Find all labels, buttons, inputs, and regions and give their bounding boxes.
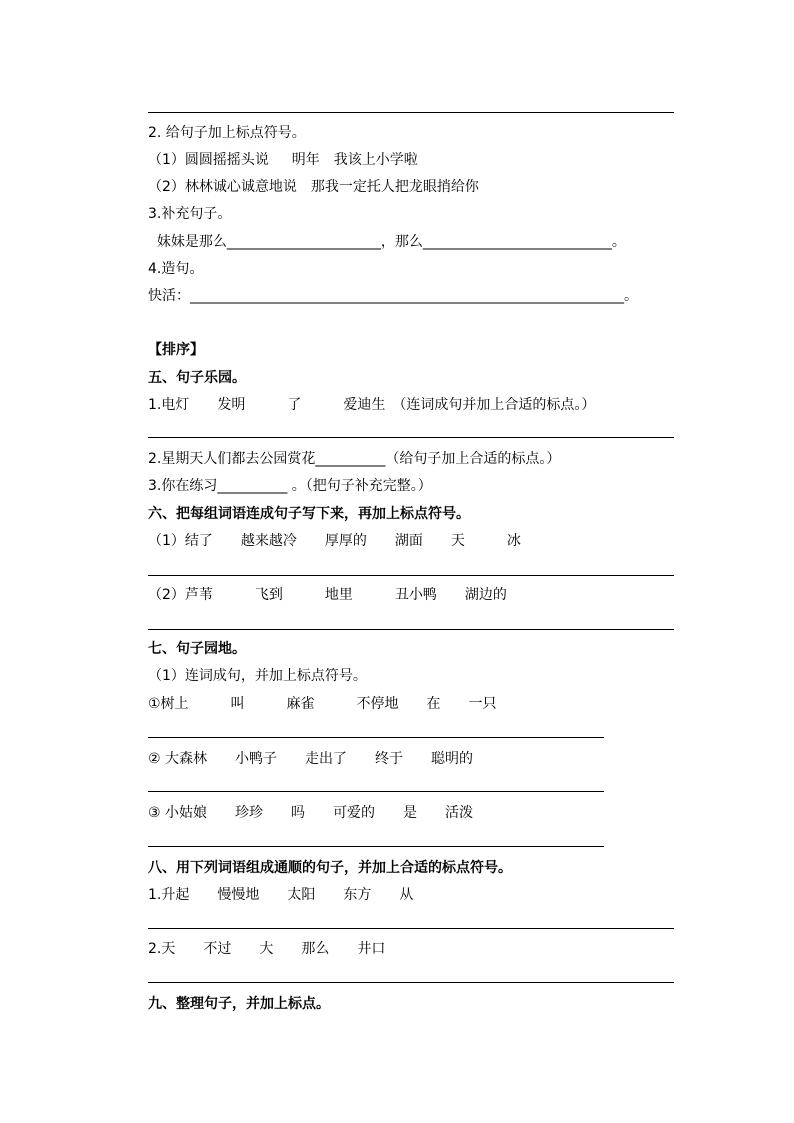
section-8-item-2: 2.天 不过 大 那么 井口 <box>148 941 386 957</box>
section-7-item-3: ③ 小姑娘 珍珍 吗 可爱的 是 活泼 <box>148 805 473 821</box>
section-6-item-1: （1）结了 越来越冷 厚厚的 湖面 天 冰 <box>148 533 521 549</box>
section-7-item-1: ①树上 叫 麻雀 不停地 在 一只 <box>148 696 497 712</box>
section-6-item-2: （2）芦苇 飞到 地里 丑小鸭 湖边的 <box>148 587 507 603</box>
section-5-heading: 五、句子乐园。 <box>148 370 246 386</box>
question-3-sentence <box>148 233 626 251</box>
word-label: 快活： <box>148 288 190 304</box>
answer-line <box>148 982 674 983</box>
answer-line <box>148 737 604 738</box>
answer-line <box>148 437 674 438</box>
question-4-title: 4.造句。 <box>148 261 204 277</box>
section-5-item-3 <box>148 477 432 495</box>
answer-line <box>148 575 674 576</box>
sentence-part: 3.你在练习 <box>148 478 218 494</box>
question-2-item-1: （1）圆圆摇摇头说 明年 我该上小学啦 <box>148 152 418 168</box>
section-5-item-2 <box>148 450 560 468</box>
section-5-item-1: 1.电灯 发明 了 爱迪生 （连词成句并加上合适的标点。） <box>148 397 596 413</box>
section-8-heading: 八、用下列词语组成通顺的句子，并加上合适的标点符号。 <box>148 860 512 876</box>
section-7-heading: 七、句子园地。 <box>148 641 246 657</box>
section-6-heading: 六、把每组词语连成句子写下来，再加上标点符号。 <box>148 506 470 522</box>
blank-2: ___________________________ <box>422 234 612 250</box>
question-2-title: 2. 给句子加上标点符号。 <box>148 125 306 141</box>
blank: __________ <box>315 451 386 467</box>
question-3-title: 3.补充句子。 <box>148 206 232 222</box>
section-7-instruction: （1）连词成句，并加上标点符号。 <box>148 668 367 684</box>
answer-line <box>148 846 604 847</box>
blank: __________ <box>217 478 288 494</box>
sentence-part: ，那么 <box>380 234 423 250</box>
question-2-item-2: （2）林林诚心诚意地说 那我一定托人把龙眼捎给你 <box>148 179 479 195</box>
instruction: （给句子加上合适的标点。） <box>385 451 561 467</box>
question-4-sentence <box>148 287 638 305</box>
sentence-part: 妹妹是那么 <box>148 234 227 250</box>
sentence-end: 。 <box>624 288 638 304</box>
blank-1: ______________________ <box>226 234 381 250</box>
instruction: 。（把句子补充完整。） <box>287 478 432 494</box>
section-7-item-2: ② 大森林 小鸭子 走出了 终于 聪明的 <box>148 751 473 767</box>
section-9-heading: 九、整理句子，并加上标点。 <box>148 996 330 1012</box>
answer-line <box>148 791 604 792</box>
sentence-end: 。 <box>611 234 626 250</box>
blank: ______________________________________________________________ <box>190 288 624 304</box>
section-8-item-1: 1.升起 慢慢地 太阳 东方 从 <box>148 887 414 903</box>
answer-line <box>148 112 674 113</box>
sentence-part: 2.星期天人们都去公园赏花 <box>148 451 316 467</box>
answer-line <box>148 928 674 929</box>
answer-line <box>148 629 674 630</box>
section-heading-sort: 【排序】 <box>148 342 204 358</box>
